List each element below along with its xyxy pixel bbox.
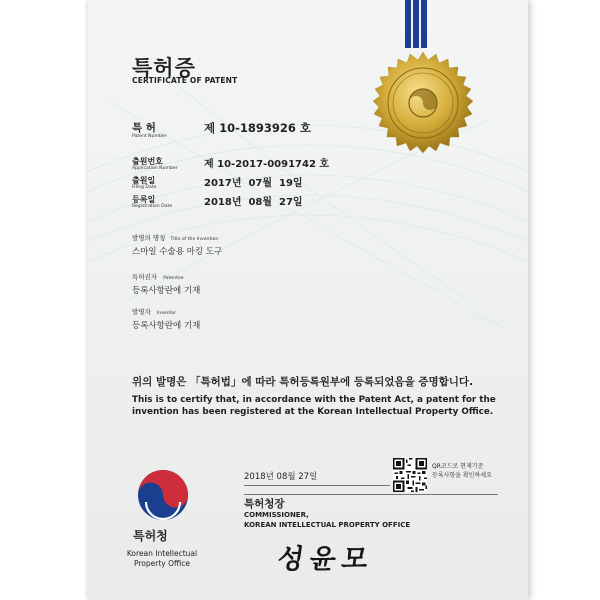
commissioner-rule	[244, 494, 498, 495]
commissioner-signature: 성윤모	[275, 544, 377, 575]
date-underline	[244, 485, 390, 486]
certificate-title: 특허증	[132, 56, 196, 80]
inventor-label-row	[132, 307, 176, 316]
patentee-label: 특허권자	[132, 273, 158, 281]
application-number-label: 출원번호	[132, 157, 163, 166]
certificate-page	[88, 0, 528, 600]
patent-number-value: 제 10-1893926 호	[204, 121, 312, 135]
inventor-value: 등록사항란에 기재	[132, 321, 201, 331]
registration-date-label: 등록일	[132, 195, 156, 204]
registration-date-sublabel: Registration Date	[132, 204, 173, 209]
issue-date: 2018년 08월 27일	[244, 472, 318, 482]
commissioner-title-english-line2: KOREAN INTELLECTUAL PROPERTY OFFICE	[244, 521, 411, 529]
certification-english: This is to certify that, in accordance with the Patent Act, a patent for the invention has been registered at the Korean Intellectual Property Office.	[132, 395, 496, 417]
inventor-sublabel: Inventor	[156, 311, 177, 316]
kipo-name-english: Korean Intellectual Property Office	[126, 549, 198, 568]
qr-note	[432, 462, 492, 480]
certification-korean: 위의 발명은 「특허법」에 따라 특허등록원부에 등록되었음을 증명합니다.	[132, 376, 474, 388]
patentee-sublabel: Patentee	[163, 276, 184, 281]
ribbon-gap	[411, 0, 413, 48]
invention-title-value: 스마일 수술용 마킹 도구	[132, 247, 223, 257]
commissioner-title-english-line1: COMMISSIONER,	[244, 511, 309, 519]
gold-seal	[370, 50, 476, 156]
filing-date-sublabel: Filing Date	[132, 185, 157, 190]
kipo-name-korean: 특허청	[133, 529, 168, 543]
qr-code[interactable]	[393, 458, 427, 492]
patent-number-sublabel: Patent Number	[132, 134, 167, 139]
commissioner-title-english	[244, 510, 410, 530]
ribbon	[421, 0, 427, 48]
invention-title-label-row	[132, 233, 218, 242]
registration-date-value: 2018년 08월 27일	[204, 197, 303, 208]
invention-title-label: 발명의 명칭	[132, 234, 166, 242]
patent-number-label: 특 허	[132, 122, 156, 134]
qr-note-line1: QR코드로 현재기준	[432, 463, 484, 470]
patentee-value: 등록사항란에 기재	[132, 286, 201, 296]
filing-date-value: 2017년 07월 19일	[204, 178, 303, 189]
application-number-sublabel: Application Number	[132, 166, 178, 171]
patentee-label-row	[132, 272, 184, 281]
filing-date-label: 출원일	[132, 176, 156, 185]
certificate-subtitle: CERTIFICATE OF PATENT	[132, 76, 238, 85]
application-number-value: 제 10-2017-0091742 호	[204, 159, 330, 170]
qr-note-line2: 등록사항을 확인하세요	[432, 472, 492, 479]
kipo-emblem-icon	[136, 468, 190, 522]
invention-title-sublabel: Title of the Invention	[170, 237, 219, 242]
inventor-label: 발명자	[132, 308, 151, 316]
ribbon-gap	[419, 0, 421, 48]
commissioner-title-korean: 특허청장	[244, 498, 285, 510]
